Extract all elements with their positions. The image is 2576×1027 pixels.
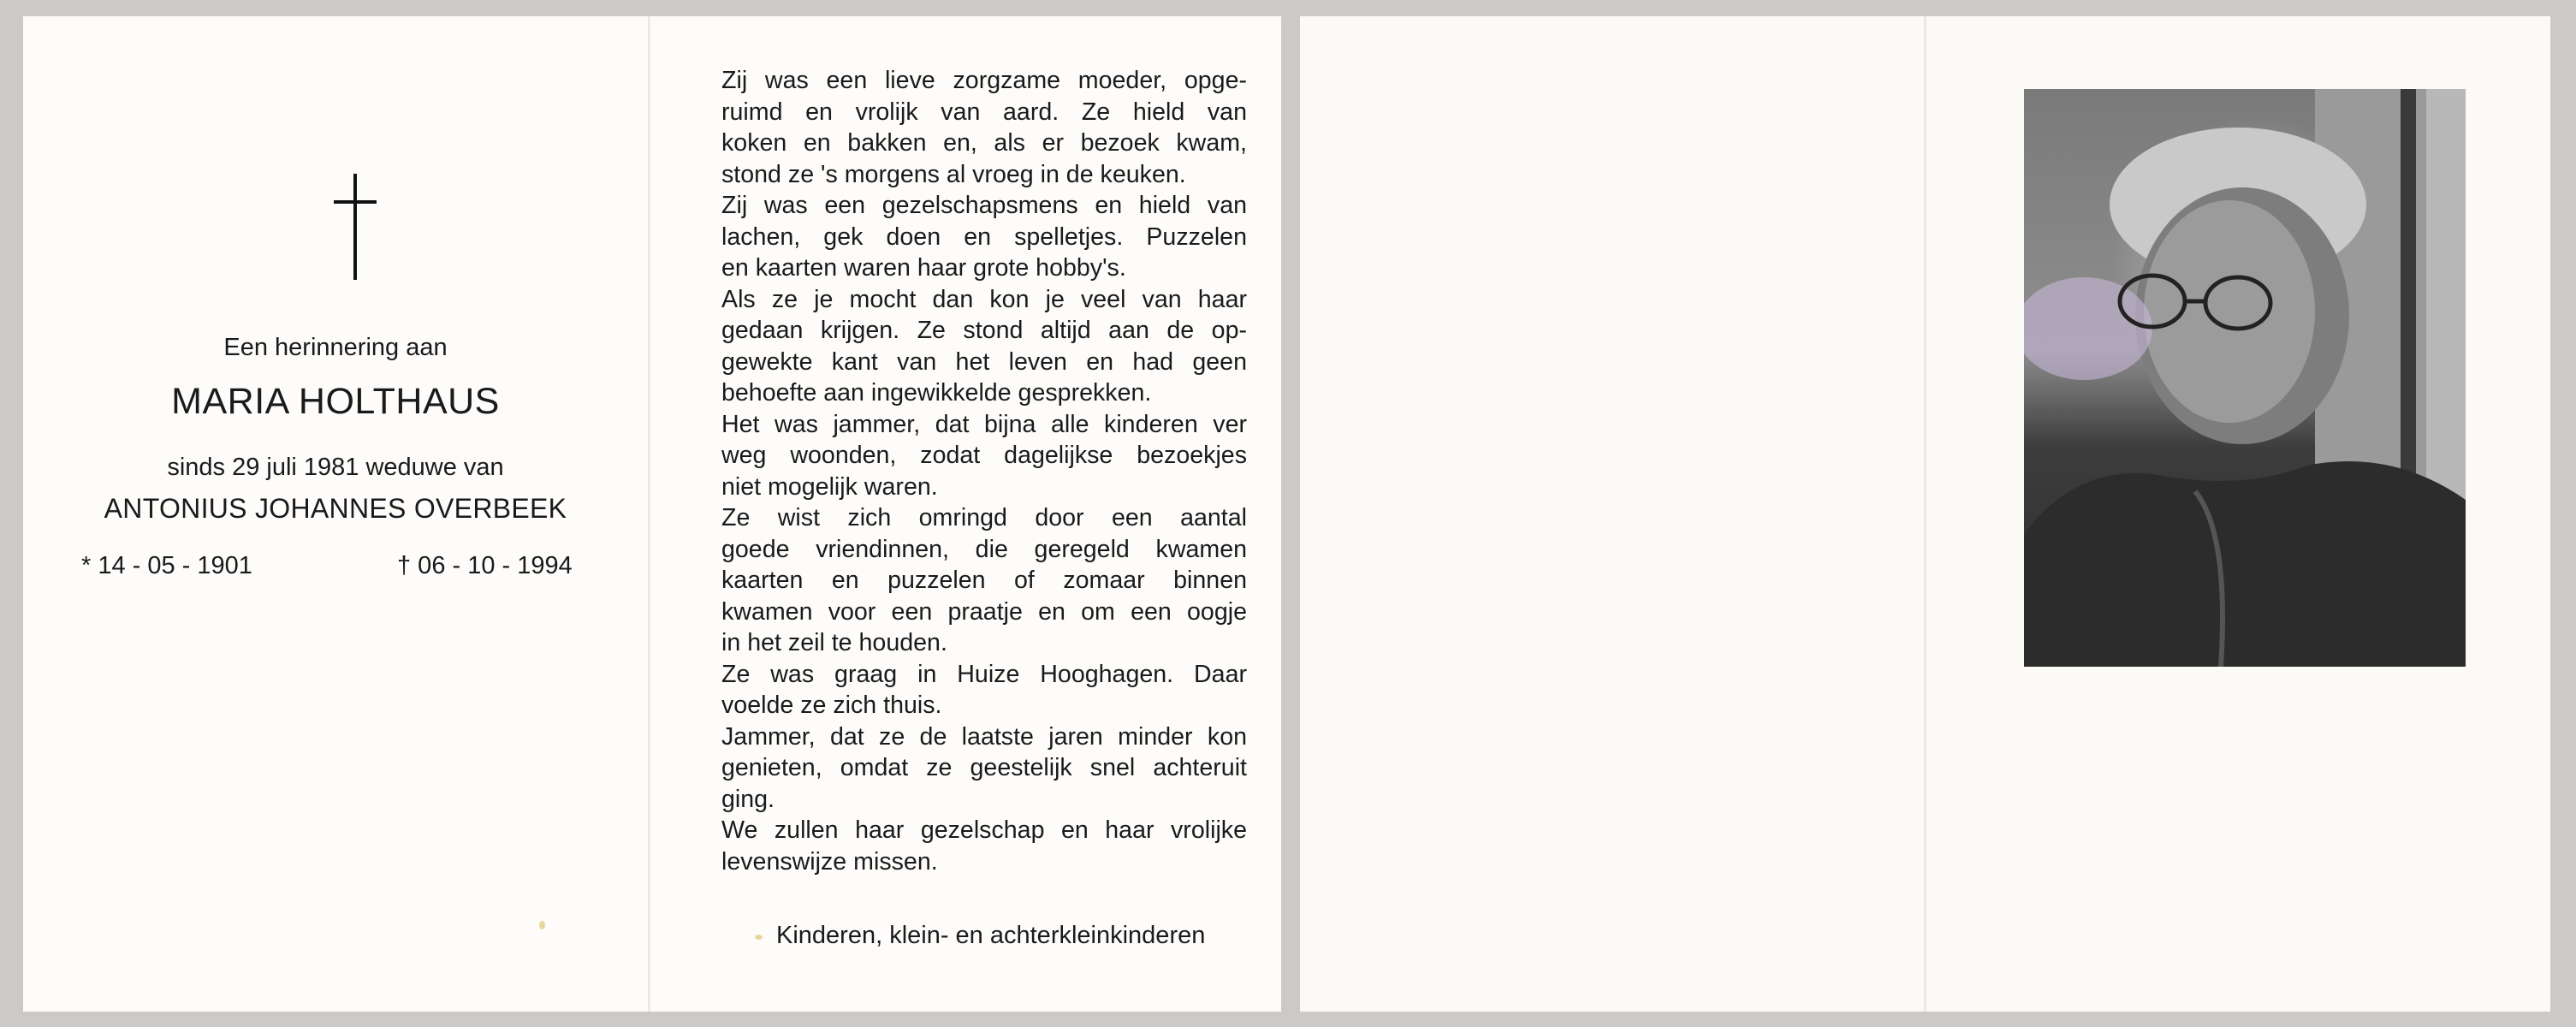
memorial-text-line: Jammer, dat ze de laatste jaren minder kon xyxy=(721,722,1247,751)
portrait-photo xyxy=(2024,89,2466,667)
memorial-text-line: Zij was een gezelschapsmens en hield van xyxy=(721,192,1247,219)
memorial-text-line: ruimd en vrolijk van aard. Ze hield van xyxy=(721,98,1247,126)
card-outer-spread xyxy=(1300,16,2550,1012)
memorial-text-line: Ze wist zich omringd door een aantal xyxy=(721,504,1247,531)
death-date: † 06 - 10 - 1994 xyxy=(397,552,573,579)
memorial-text-line: ging. xyxy=(721,785,775,813)
memorial-text-line: Als ze je mocht dan kon je veel van haar xyxy=(721,285,1247,313)
paper-speck xyxy=(539,921,545,929)
memorial-text-line: kwamen voor een praatje en om een oogje xyxy=(721,597,1247,626)
memorial-text-line: Zij was een lieve zorgzame moeder, opge- xyxy=(721,67,1247,94)
memorial-text-line: en kaarten waren haar grote hobby's. xyxy=(721,254,1126,282)
memorial-text-line: Het was jammer, dat bijna alle kinderen ver xyxy=(721,410,1247,438)
deceased-name: MARIA HOLTHAUS xyxy=(171,381,500,422)
memorial-text-line: behoefte aan ingewikkelde gesprekken. xyxy=(721,379,1152,407)
card-fold-line xyxy=(1924,16,1926,1012)
memorial-text-line: gedaan krijgen. Ze stond altijd aan de op- xyxy=(721,317,1247,344)
card-fold-line xyxy=(648,16,650,1012)
memorial-text-line: lachen, gek doen en spelletjes. Puzzelen xyxy=(721,223,1247,251)
cross-icon xyxy=(334,174,377,280)
memorial-text-line: We zullen haar gezelschap en haar vrolijke xyxy=(721,816,1247,844)
widow-line: sinds 29 juli 1981 weduwe van xyxy=(167,454,504,481)
paper-speck xyxy=(755,935,763,940)
memorial-text-line: goede vriendinnen, die geregeld kwamen xyxy=(721,535,1247,563)
birth-date: * 14 - 05 - 1901 xyxy=(81,552,252,579)
memorial-text-line: weg woonden, zodat dagelijkse bezoekjes xyxy=(721,442,1247,469)
memorial-text-line: koken en bakken en, als er bezoek kwam, xyxy=(721,129,1247,157)
memorial-text-line: kaarten en puzzelen of zomaar binnen xyxy=(721,567,1247,594)
memorial-text-line: gewekte kant van het leven en had geen xyxy=(721,347,1247,376)
signature-line: Kinderen, klein- en achterkleinkinderen xyxy=(776,922,1206,949)
memorial-text-line: stond ze 's morgens al vroeg in de keuken. xyxy=(721,160,1186,188)
memorial-text-line: levenswijze missen. xyxy=(721,847,938,876)
memorial-text-line: Ze was graag in Huize Hooghagen. Daar xyxy=(721,660,1247,688)
memorial-text-line: niet mogelijk waren. xyxy=(721,472,938,501)
memorial-text-line: genieten, omdat ze geestelijk snel achteruit xyxy=(721,754,1247,781)
memorial-text-line: voelde ze zich thuis. xyxy=(721,692,942,719)
memorial-text-line: in het zeil te houden. xyxy=(721,629,947,656)
memorial-text xyxy=(721,65,1247,877)
card-inner-spread xyxy=(23,16,1281,1012)
husband-name: ANTONIUS JOHANNES OVERBEEK xyxy=(104,493,567,524)
remembrance-heading: Een herinnering aan xyxy=(223,334,448,361)
